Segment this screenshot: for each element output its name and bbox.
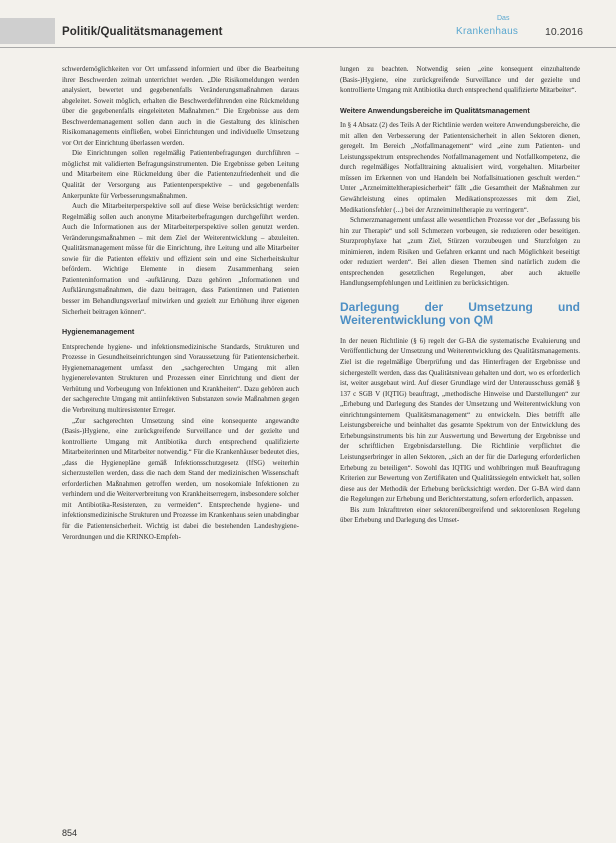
header-gutter-bar <box>0 18 55 44</box>
paragraph: In § 4 Absatz (2) des Teils A der Richtlinie werden weitere Anwendungsbereiche, die mit allen den Verbesserung der Patientensicherheit in allen Sektoren dienen, geregelt. Im Bereich „Notfallmanagement“ wird „eine zum Patienten- und Leistungsspektrum entsprechendes Notfallmanagement und Notfallkompetenz, die durch regelmäßiges Notfalltraining aktualisiert wird, vorgehalten. Mitarbeiter müssen im Erkennen von und Handeln bei Notfallsituationen geschult werden.“ Unter „Arzneimitteltherapiesicherheit“ fällt „die Gesamtheit der Maßnahmen zur Gewährleistung eines optimalen Medikationsprozesses mit dem Ziel, Medikationsfehler (...) bei der Arzneimitteltherapie zu verringern“. <box>340 121 580 214</box>
subheading-areas: Weitere Anwendungsbereiche im Qualitätsmanagement <box>340 105 530 115</box>
subheading-hygiene: Hygienemanagement <box>62 327 135 337</box>
paragraph: Die Einrichtungen sollen regelmäßig Patientenbefragungen durchführen – möglichst mit validierten Befragungsinstrumenten. Die Ergebnisse geben Leitung und Mitarbeitern eine Rückmeldung über die Patientenzufriedenheit und die Qualität der Versorgung aus Patientenperspektive – und gegebenenfalls Ankerpunkte für Verbesserungsmaßnahmen. <box>62 149 299 200</box>
paragraph: „Zur sachgerechten Umsetzung sind eine konsequente angewandte (Basis-)Hygiene, eine zurückgreifende Surveillance und der gezielte und kontrollierte Umgang mit Antibiotika durch entsprechend qualifizierte Mitarbeiterinnen und Mitarbeiter notwendig.“ Für die Krankenhäuser bedeutet dies, „dass die Hygienepläne gemäß Infektionsschutzgesetz (IfSG) weiterhin sicherzustellen werden, dass die nach dem Stand der medizinischen Wissenschaft erforderlichen Maßnahmen getroffen werden, um nosokomiale Infektionen zu verhindern und die Weiterverbreitung von Krankheitserregern, insbesondere solcher mit Antibiotika-Resistenzen, zu vermeiden“. Entsprechende hygiene- und infektionsmedizinische Strukturen und Prozesse im Krankenhaus seien unabdingbar für die Patientensicherheit. Wichtig ist dabei die bestehenden Landeshygiene-Verordnungen und die KRINKO-Empfeh- <box>62 416 299 541</box>
brand-logo: Krankenhaus <box>456 26 519 37</box>
section-title: Politik/Qualitätsmanagement <box>62 26 223 38</box>
paragraph: schwerdemöglichkeiten vor Ort umfassend informiert und über die Bearbeitung ihrer Beschwerden zeitnah unterrichtet werden. „Die Risikomeldungen werden analysiert, bewertet und gegebenenfalls Veränderungsmaßnahmen daraus abgeleitet. Soweit möglich, erhalten die Beschwerdeführenden eine Rückmeldung über die gegebenenfalls eingeleiteten Maßnahmen.“ Die Ergebnisse aus dem Beschwerdemanagement sollen dann auch in die Gestaltung des klinischen Risikomanagements einfließen, wobei Einrichtungen und individuelle Umsetzung vor Ort der Einrichtung überlassen werden. <box>62 65 299 147</box>
left-column <box>62 64 299 542</box>
paragraph: In der neuen Richtlinie (§ 6) regelt der G-BA die systematische Evaluierung und Veröffentlichung der Umsetzung und Weiterentwicklung des Qualitätsmanagements. Ziel ist die regelmäßige Überprüfung und das Hinterfragen der Ergebnisse und sichergestellt werden, dass das Qualitätsniveau gehalten und dort, wo es erforderlich ist, weiter ausgebaut wird. Auf dieser Grundlage wird der Unterausschuss gemäß § 137 c SGB V (IQTIG) beauftragt, „methodische Hinweise und Darstellungen“ zur „Erhebung und Darlegung des Standes der Umsetzung und Weiterentwicklung von einrichtungsinternem Qualitätsmanagement“ zu entwickeln. Dies betrifft alle Leistungsbereiche und beinhaltet das gesamte Spektrum von der Entwicklung des Erhebungsinstruments bis hin zur Auswertung und Bewertung der Ergebnisse und der schriftlichen Ergebnisdarstellung. Die Richtlinie verpflichtet die Leistungserbringer in allen Sektoren, „sich an der für die Darlegung erforderlichen Erhebung zu beteiligen“. Sowohl das IQTIG und wohlbringen muß Beauftragung Kriterien zur Bewertung von Zertifikaten und Qualitätssiegeln entwickelt hat, sollen diese aus der Methodik der Erhebung berücksichtigt werden. Der G-BA wird dann die Regelungen zur Erhebung und Berichterstattung, sofern erforderlich, anpassen. <box>340 336 580 504</box>
page-number: 854 <box>62 828 78 838</box>
page-header <box>0 0 616 48</box>
paragraph: Entsprechende hygiene- und infektionsmedizinische Standards, Strukturen und Prozesse in Gesundheitseinrichtungen sind Voraussetzung für Patientensicherheit. Hygienemanagement umfasst den „sachgerechten Umgang mit allen hygienerelevanten Strukturen und Prozessen einer Einrichtung und dient der Verhütung und Vorbeugung von Infektionen und Krankheiten“. Dazu gehören auch der sachgerechte Umgang mit antiinfektiven Substanzen sowie Maßnahmen gegen die Verbreitung multiresistenter Erreger. <box>62 342 299 414</box>
issue-date: 10.2016 <box>545 26 583 38</box>
paragraph: Bis zum Inkrafttreten einer sektorenübergreifend und sektorenlosen Regelung über Erhebung und Darlegung des Umset- <box>340 505 580 525</box>
paragraph: lungen zu beachten. Notwendig seien „eine konsequent einzuhaltende (Basis-)Hygiene, eine zurückgreifende Surveillance und der gezielte und kontrollierte Umgang mit Antibiotika durch entsprechend qualifizierte Mitarbeiter“. <box>340 65 580 95</box>
right-column <box>340 64 580 526</box>
paragraph: Schmerzmanagement umfasst alle wesentlichen Prozesse vor der „Befassung bis hin zur Therapie“ und soll Schmerzen vorbeugen, sie reduzieren oder beseitigen. Sturzprophylaxe hat „zum Ziel, Stürzen vorzubeugen und Sturzfolgen zu minimieren, indem Risiken und Gefahren erkannt und nach Möglichkeit beseitigt oder reduziert werden“. Bei allen diesen Themen sind natürlich zudem die entsprechenden gesetzlichen Regelungen, aber auch aktuelle Handlungsempfehlungen und Leitlinien zu berücksichtigen. <box>340 216 580 288</box>
section-heading-qm: Darlegung der Umsetzung und Weiterentwicklung von QM <box>340 299 580 328</box>
brand-mark: Das <box>497 15 510 22</box>
paragraph: Auch die Mitarbeiterperspektive soll auf diese Weise berücksichtigt werden: Regelmäßig sollen auch anonyme Mitarbeiterbefragungen durchgeführt werden. Auch die Informationen aus der Mitarbeiterperspektive sollen genutzt werden. Veränderungsmaßnahmen – mit dem Ziel der Weiterentwicklung – abzuleiten. Qualitätsmanagement müsse für die Einrichtung, ihre Leitung und alle Mitarbeiter sowie für die Patienten effektiv und effizient sein und eine Sicherheitskultur befördern. Wichtige Elemente in diesem Zusammenhang seien Patienteninformation und -aufklärung. Dazu gehören „Informationen und Aufklärungsmaßnahmen, die dazu beitragen, dass Patientinnen und Patienten besser im Behandlungsverlauf mitwirken und gezielt zur Erhöhung ihrer eigenen Sicherheit beitragen können“. <box>62 202 299 316</box>
